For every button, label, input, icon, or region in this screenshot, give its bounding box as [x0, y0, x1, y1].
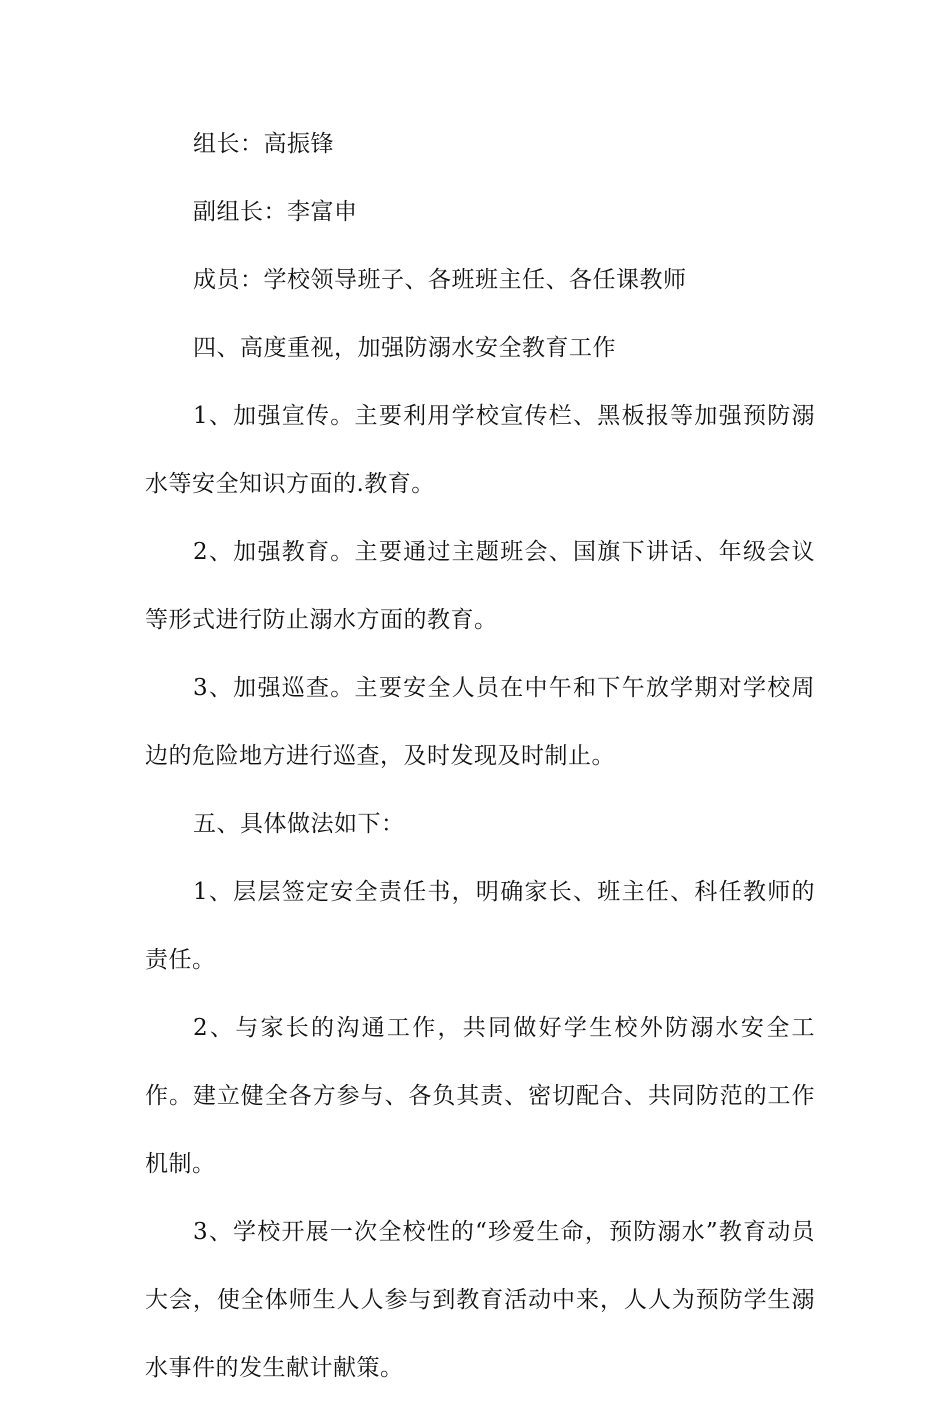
section-heading-4: 四、高度重视，加强防溺水安全教育工作: [193, 335, 616, 361]
members-line: 成员：学校领导班子、各班班主任、各任课教师: [193, 267, 687, 293]
team-leader-line: 组长：高振锋: [193, 131, 334, 157]
paragraph-responsibility: 1、层层签定安全责任书，明确家长、班主任、科任教师的责任。: [145, 879, 815, 973]
section-heading-5: 五、具体做法如下：: [193, 811, 405, 837]
deputy-leader-line: 副组长：李富申: [193, 199, 358, 225]
document-body: [145, 110, 815, 1402]
paragraph-parent-communication: 2、与家长的沟通工作，共同做好学生校外防溺水安全工作。建立健全各方参与、各负其责、密切配合、共同防范的工作机制。: [145, 1015, 815, 1177]
paragraph-mobilization: 3、学校开展一次全校性的“珍爱生命，预防溺水”教育动员大会，使全体师生人人参与到教育活动中来，人人为预防学生溺水事件的发生献计献策。: [145, 1219, 815, 1381]
paragraph-publicity: 1、加强宣传。主要利用学校宣传栏、黑板报等加强预防溺水等安全知识方面的.教育。: [145, 403, 815, 497]
paragraph-patrol: 3、加强巡查。主要安全人员在中午和下午放学期对学校周边的危险地方进行巡查，及时发现及时制止。: [145, 675, 815, 769]
paragraph-education: 2、加强教育。主要通过主题班会、国旗下讲话、年级会议等形式进行防止溺水方面的教育。: [145, 539, 815, 633]
